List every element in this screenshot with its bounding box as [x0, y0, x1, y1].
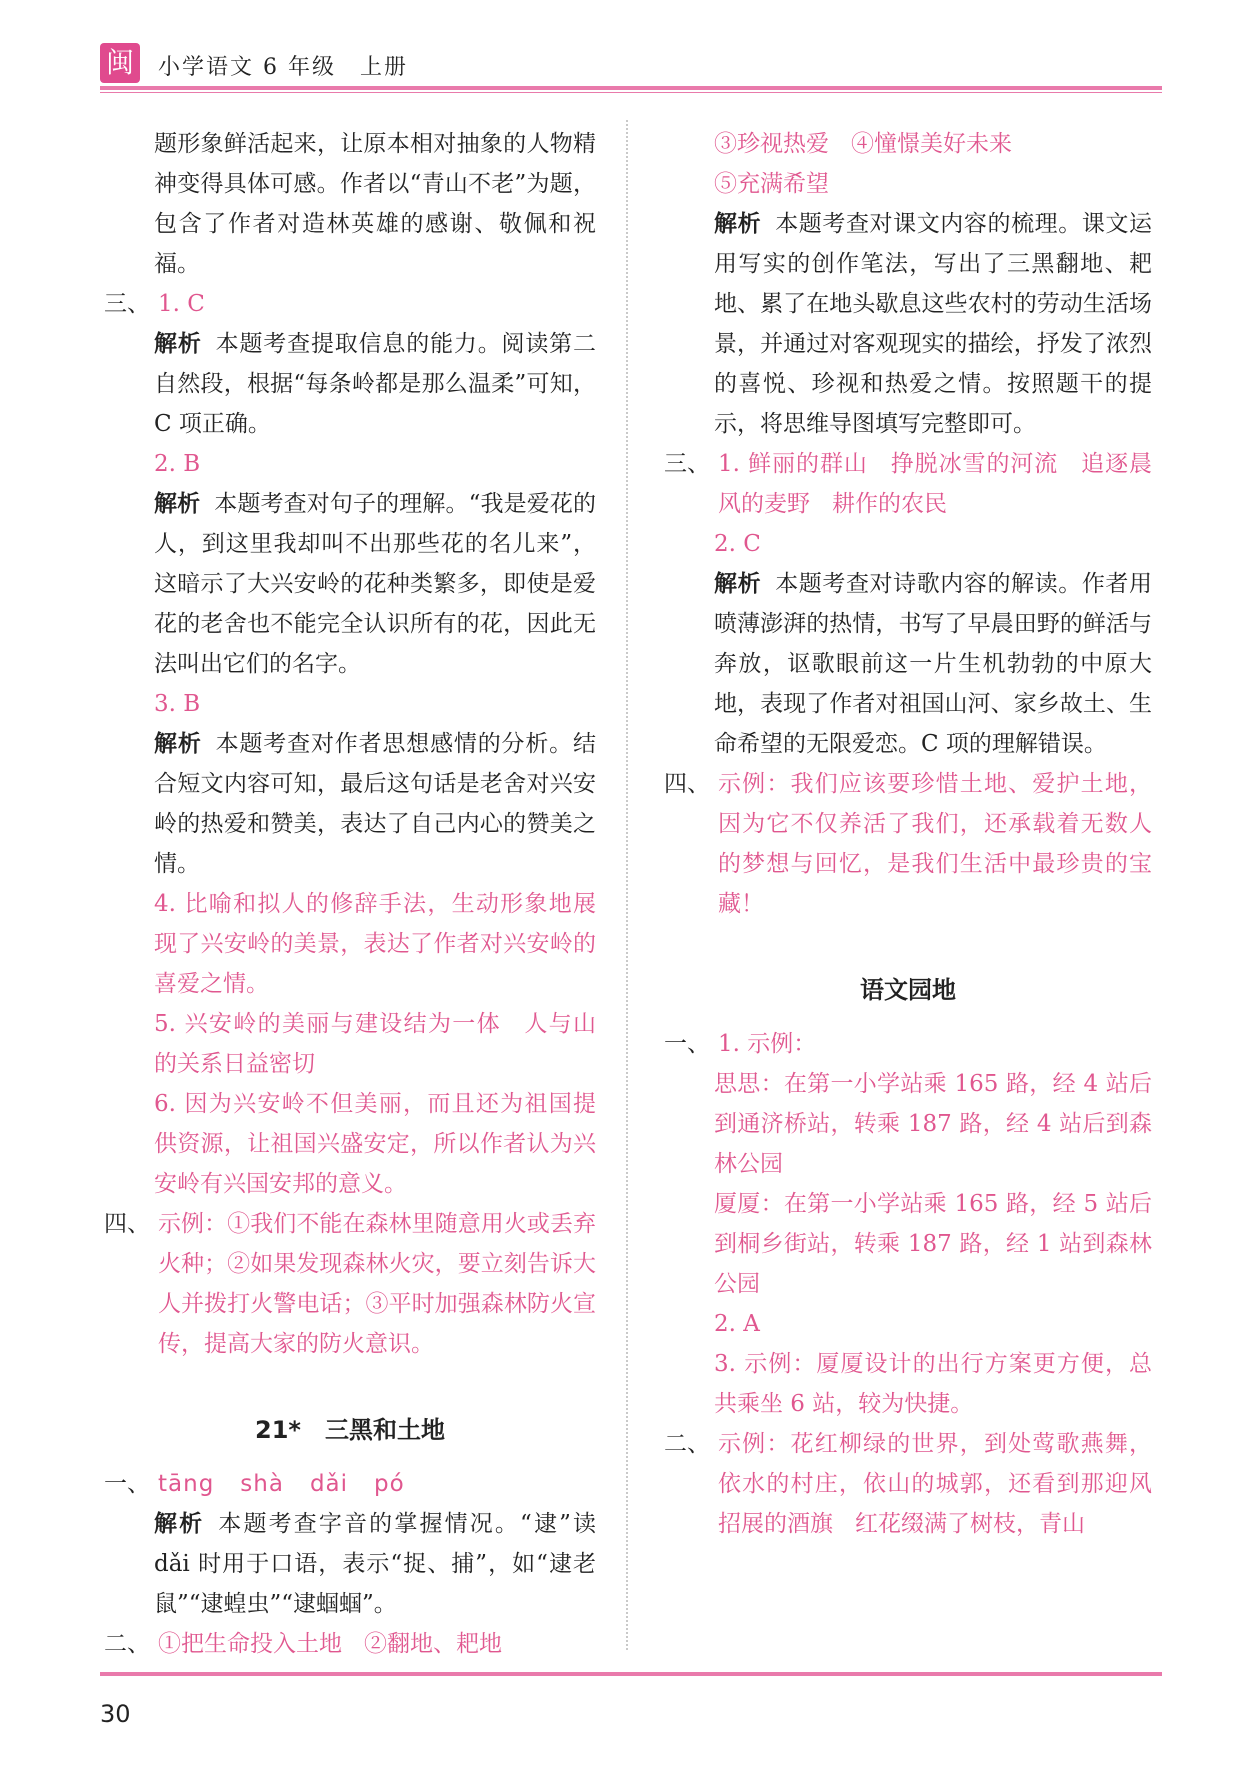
lesson-section-1 — [104, 1464, 596, 1504]
analysis-q3 — [104, 724, 596, 884]
garden-answer-2 — [718, 1424, 1152, 1544]
footer-rule — [100, 1672, 1162, 1676]
answer-part-2: ②翻地、耙地 — [364, 1631, 502, 1657]
lesson-section-4 — [664, 764, 1152, 924]
left-column — [104, 124, 596, 1664]
section-number: 三、 — [664, 451, 710, 477]
answer-part-3: ③珍视热爱 — [714, 131, 829, 157]
continued-answer-line2: ⑤充满希望 — [714, 171, 829, 197]
answer-part-d: 耕作的农民 — [832, 491, 947, 517]
analysis-label: 解析 — [154, 491, 201, 517]
answer-part-c: 追逐晨风的麦野 — [718, 451, 1152, 517]
lesson-analysis-3 — [664, 564, 1152, 764]
analysis-text: 本题考查提取信息的能力。阅读第二自然段，根据“每条岭都是那么温柔”可知，C 项正确。 — [154, 331, 597, 437]
garden-section-1 — [664, 1024, 1152, 1064]
lesson-title: 21* 三黑和土地 — [255, 1416, 445, 1444]
analysis-text: 本题考查对课文内容的梳理。课文运用写实的创作笔法，写出了三黑翻地、耙地、累了在地头歇息这些农村的劳动生活场景，并通过对客观现实的描绘，抒发了浓烈的喜悦、珍视和热爱之情。按照题干的提示，将思维导图填写完整即可。 — [714, 211, 1153, 437]
header-title: 小学语文 6 年级 上册 — [158, 55, 408, 80]
analysis-text: 本题考查字音的掌握情况。“逮”读 dǎi 时用于口语，表示“捉、捕”，如“逮老鼠”“逮蝗虫”“逮蝈蝈”。 — [154, 1511, 596, 1617]
analysis-label: 解析 — [714, 571, 762, 597]
column-divider — [626, 120, 628, 1650]
garden-answer-q1: 1. 示例： — [718, 1031, 817, 1057]
section-number: 一、 — [104, 1471, 150, 1497]
garden-section-2 — [664, 1424, 1152, 1544]
answer-q5-part1: 5. 兴安岭的美丽与建设结为一体 — [154, 1011, 501, 1037]
page-number: 30 — [100, 1700, 131, 1728]
answer-part-a: 1. 鲜丽的群山 — [718, 451, 868, 477]
section-number: 四、 — [104, 1211, 150, 1237]
lesson-answer-3-q1 — [718, 444, 1152, 524]
lesson-answer-2 — [158, 1624, 596, 1664]
answer-q5-part2: 人与山的关系日益密切 — [154, 1011, 596, 1077]
section-4 — [104, 1204, 596, 1364]
analysis-q1 — [104, 324, 596, 444]
section-number: 二、 — [104, 1631, 150, 1657]
analysis-text: 本题考查对句子的理解。“我是爱花的人，到这里我却叫不出那些花的名儿来”，这暗示了大兴安岭的花种类繁多，即使是爱花的老舍也不能完全认识所有的花，因此无法叫出它们的名字。 — [154, 491, 596, 677]
section-3 — [104, 284, 596, 324]
answer-part-4: ④憧憬美好未来 — [851, 131, 1012, 157]
right-column — [664, 124, 1152, 1544]
garden-answer-2-part1: 示例：花红柳绿的世界，到处莺歌燕舞，依水的村庄，依山的城郭，还看到那迎风招展的酒旗 — [718, 1431, 1152, 1537]
garden-answer-xiaxia: 厦厦：在第一小学站乘 165 路，经 5 站后到桐乡街站，转乘 187 路，经 1 站到森林公园 — [714, 1191, 1152, 1297]
analysis-label: 解析 — [714, 211, 762, 237]
section-number: 三、 — [104, 291, 150, 317]
answer-q1: 1. C — [158, 291, 205, 317]
garden-answer-q2: 2. A — [714, 1311, 760, 1337]
continued-answer-line1 — [664, 124, 1152, 164]
analysis-text: 本题考查对作者思想感情的分析。结合短文内容可知，最后这句话是老舍对兴安岭的热爱和赞美，表达了自己内心的赞美之情。 — [154, 731, 597, 877]
pinyin-1: tāng — [158, 1471, 215, 1497]
analysis-text: 本题考查对诗歌内容的解读。作者用喷薄澎湃的热情，书写了早晨田野的鲜活与奔放，讴歌眼前这一片生机勃勃的中原大地，表现了作者对祖国山河、家乡故土、生命希望的无限爱恋。C 项的理解错误。 — [714, 571, 1153, 757]
pinyin-4: pó — [374, 1471, 405, 1497]
lesson-section-3 — [664, 444, 1152, 524]
answer-q2: 2. B — [154, 451, 201, 477]
answer-q6: 6. 因为兴安岭不但美丽，而且还为祖国提供资源，让祖国兴盛安定，所以作者认为兴安岭有兴国安邦的意义。 — [154, 1091, 596, 1197]
answer-part-1: ①把生命投入土地 — [158, 1631, 342, 1657]
garden-title: 语文园地 — [860, 976, 956, 1004]
pinyin-2: shà — [240, 1471, 284, 1497]
lesson-answer-3-q2: 2. C — [714, 531, 761, 557]
section-number: 四、 — [664, 771, 710, 797]
garden-answer-2-part2: 红花缀满了树枝，青山 — [855, 1511, 1085, 1537]
section-number: 二、 — [664, 1431, 710, 1457]
analysis-q2 — [104, 484, 596, 684]
header-rule — [100, 86, 1162, 90]
answer-part-b: 挣脱冰雪的河流 — [889, 451, 1059, 477]
answer-section-4: 示例：①我们不能在森林里随意用火或丢弃火种；②如果发现森林火灾，要立刻告诉大人并拨打火警电话；③平时加强森林防火宣传，提高大家的防火意识。 — [158, 1211, 596, 1357]
garden-answer-q3: 3. 示例：厦厦设计的出行方案更方便，总共乘坐 6 站，较为快捷。 — [714, 1351, 1152, 1417]
header-rule-thin — [100, 92, 1162, 93]
pinyin-3: dǎi — [309, 1471, 349, 1497]
answer-q3: 3. B — [154, 691, 201, 717]
lesson-analysis-2 — [664, 204, 1152, 444]
answer-q4: 4. 比喻和拟人的修辞手法，生动形象地展现了兴安岭的美景，表达了作者对兴安岭的喜爱之情。 — [154, 891, 596, 997]
lesson-analysis-1 — [104, 1504, 596, 1624]
analysis-label: 解析 — [154, 731, 202, 757]
garden-answer-sisi: 思思：在第一小学站乘 165 路，经 4 站后到通济桥站，转乘 187 路，经 4 站后到森林公园 — [714, 1071, 1152, 1177]
section-number: 一、 — [664, 1031, 710, 1057]
pinyin-answers — [158, 1464, 596, 1504]
analysis-label: 解析 — [154, 1511, 205, 1537]
answer-q5 — [104, 1004, 596, 1084]
lesson-section-2 — [104, 1624, 596, 1664]
continued-analysis: 题形象鲜活起来，让原本相对抽象的人物精神变得具体可感。作者以“青山不老”为题，包含了作者对造林英雄的感谢、敬佩和祝福。 — [154, 131, 596, 277]
publisher-logo: 闽 — [100, 43, 140, 83]
lesson-answer-4: 示例：我们应该要珍惜土地、爱护土地，因为它不仅养活了我们，还承载着无数人的梦想与回忆，是我们生活中最珍贵的宝藏！ — [718, 771, 1152, 917]
analysis-label: 解析 — [154, 331, 202, 357]
